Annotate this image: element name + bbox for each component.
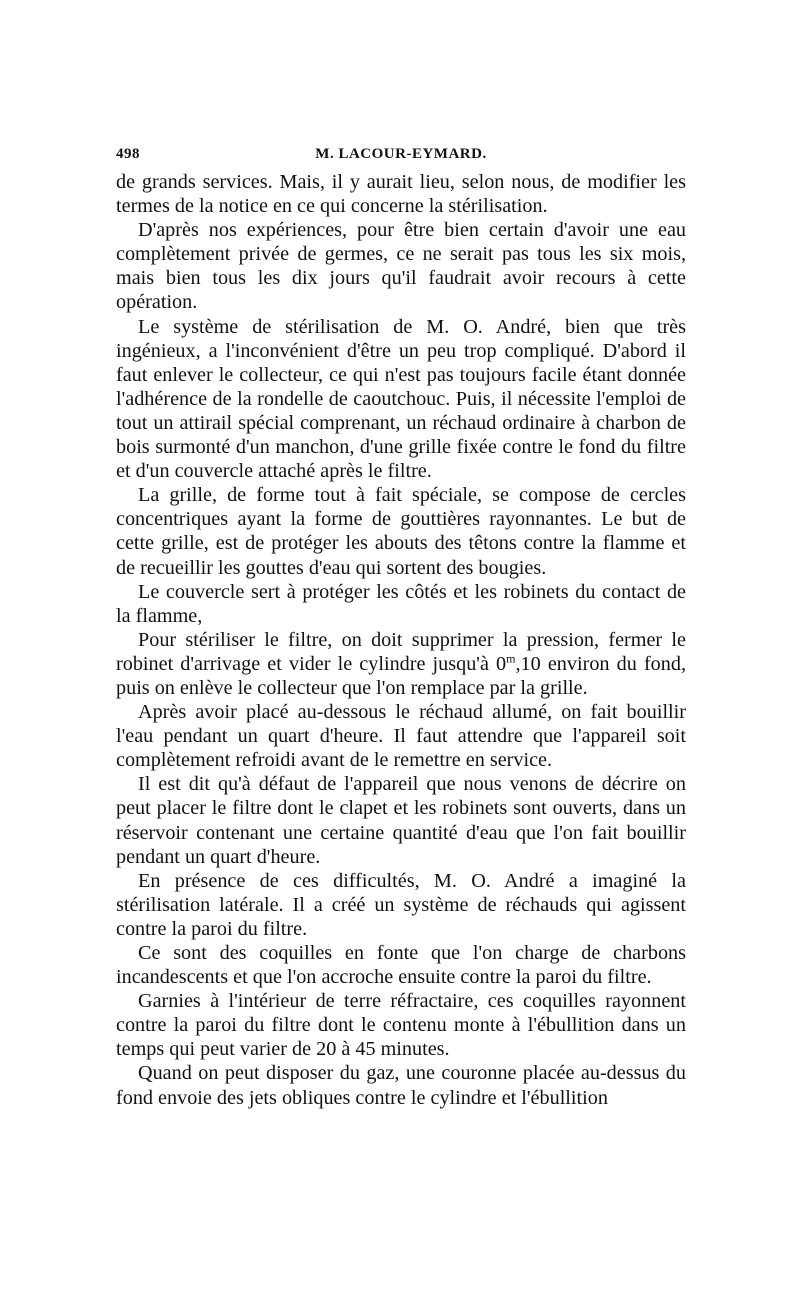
paragraph-9: En présence de ces difficultés, M. O. André a imaginé la stérilisation latérale. Il a créé un système de réchauds qui agissent contre la paroi du filtre. bbox=[116, 869, 686, 940]
body-text bbox=[116, 170, 686, 1110]
running-title: M. LACOUR-EYMARD. bbox=[315, 146, 487, 162]
paragraph-7: Après avoir placé au-dessous le réchaud allumé, on fait bouillir l'eau pendant un quart d'heure. Il faut attendre que l'appareil soit complètement refroidi avant de le remettre en service. bbox=[116, 701, 686, 772]
paragraph-2: D'après nos expériences, pour être bien certain d'avoir une eau complètement privée de germes, ce ne serait pas tous les six mois, mais bien tous les dix jours qu'il faudrait avoir recours à cette opération. bbox=[116, 219, 686, 314]
running-head bbox=[116, 140, 686, 170]
paragraph-3: Le système de stérilisation de M. O. André, bien que très ingénieux, a l'inconvénient d'être un peu trop compliqué. D'abord il faut enlever le collecteur, ce qui n'est pas toujours facile étant donnée l'adhérence de la rondelle de caoutchouc. Puis, il nécessite l'emploi de tout un attirail spécial comprenant, un réchaud ordinaire à charbon de bois surmonté d'un manchon, d'une grille fixée contre le fond du filtre et d'un couvercle attaché après le filtre. bbox=[116, 315, 686, 483]
paragraph-11: Garnies à l'intérieur de terre réfractaire, ces coquilles rayonnent contre la paroi du filtre dont le contenu monte à l'ébullition dans un temps qui peut varier de 20 à 45 minutes. bbox=[116, 990, 686, 1061]
paragraph-6-end: ,10 environ du fond, puis on enlève le collecteur que l'on remplace par la grille. bbox=[116, 652, 687, 699]
paragraph-6-start: Pour stériliser le filtre, on doit supprimer la pression, fermer le robinet d'arrivage et vider le cylindre jusqu'à 0 bbox=[116, 628, 686, 675]
paragraph-6 bbox=[116, 628, 686, 700]
paragraph-5: Le couvercle sert à protéger les côtés et les robinets du contact de la flamme, bbox=[116, 580, 686, 627]
page-number: 498 bbox=[116, 146, 140, 162]
paragraph-10: Ce sont des coquilles en fonte que l'on charge de charbons incandescents et que l'on accroche ensuite contre la paroi du filtre. bbox=[116, 942, 686, 989]
paragraph-8: Il est dit qu'à défaut de l'appareil que nous venons de décrire on peut placer le filtre dont le clapet et les robinets sont ouverts, dans un réservoir contenant une certaine quantité d'eau que l'on fait bouillir pendant un quart d'heure. bbox=[116, 773, 686, 868]
document-page bbox=[116, 140, 686, 1110]
paragraph-4: La grille, de forme tout à fait spéciale, se compose de cercles concentriques ayant la forme de gouttières rayonnantes. Le but de cette grille, est de protéger les abouts des têtons contre la flamme et de recueillir les gouttes d'eau qui sortent des bougies. bbox=[116, 484, 686, 579]
paragraph-12: Quand on peut disposer du gaz, une couronne placée au-dessus du fond envoie des jets obliques contre le cylindre et l'ébullition bbox=[116, 1062, 686, 1109]
paragraph-1: de grands services. Mais, il y aurait lieu, selon nous, de modifier les termes de la notice en ce qui concerne la stérilisation. bbox=[116, 171, 686, 218]
unit-superscript: m bbox=[506, 651, 516, 666]
